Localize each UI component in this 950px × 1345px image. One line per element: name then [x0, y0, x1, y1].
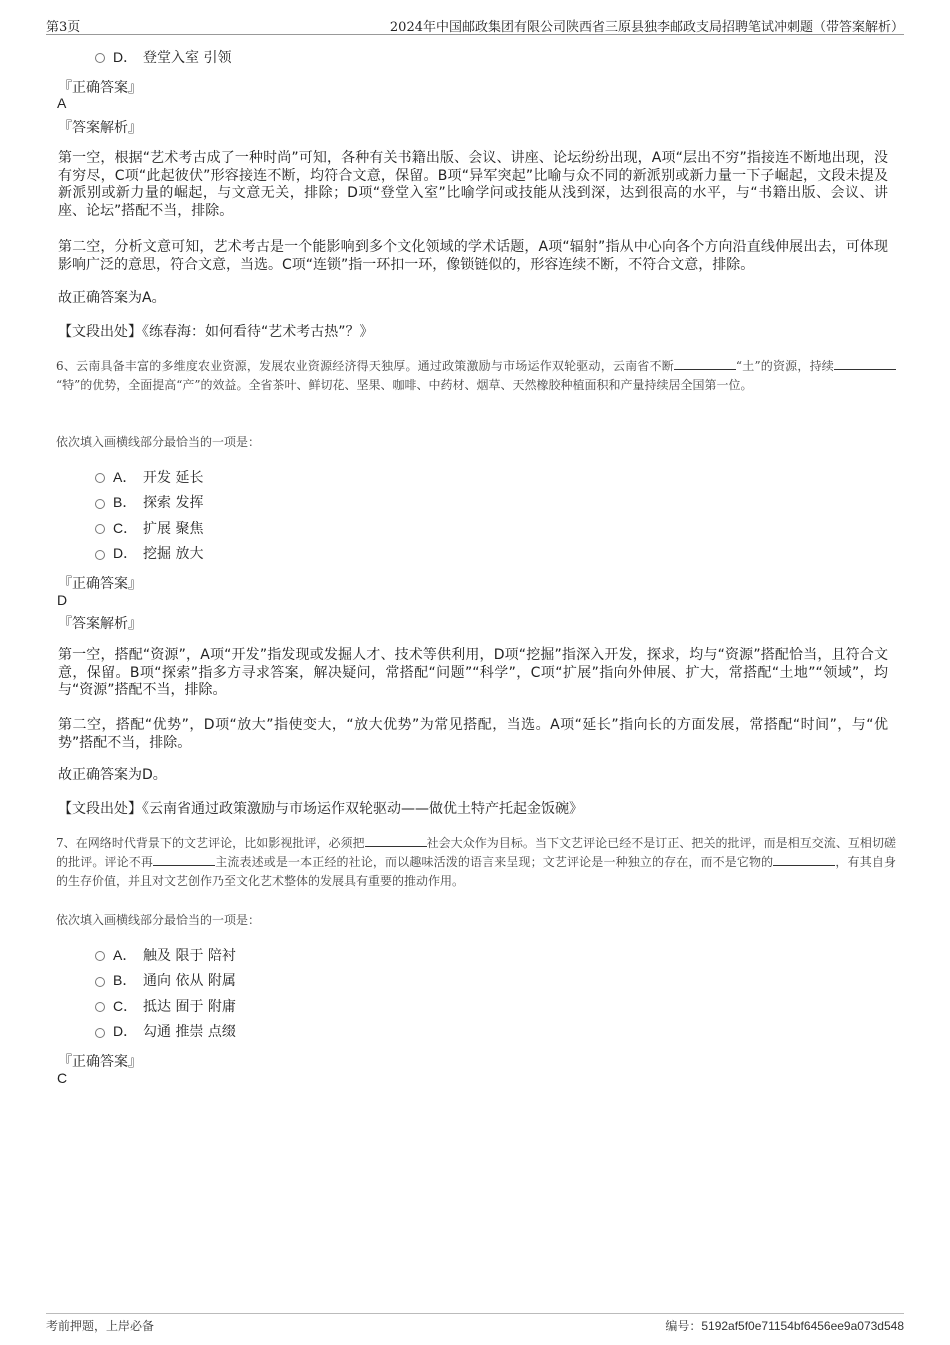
- q6-analysis-label: 『答案解析』: [58, 616, 142, 632]
- blank-line: [674, 357, 736, 370]
- q6-option-a[interactable]: A． 开发 延长: [95, 464, 203, 490]
- q6-source: 【文段出处】《云南省通过政策激励与市场运作双轮驱动——做优土特产托起金饭碗》: [58, 801, 583, 817]
- blank-line: [834, 357, 896, 370]
- radio-icon[interactable]: [95, 499, 105, 509]
- radio-icon[interactable]: [95, 53, 105, 63]
- q5-analysis-label: 『答案解析』: [58, 120, 142, 136]
- q5-source: 【文段出处】《练春海：如何看待“艺术考古热”？》: [58, 324, 374, 340]
- blank-line: [773, 853, 835, 866]
- radio-icon[interactable]: [95, 951, 105, 961]
- radio-icon[interactable]: [95, 1002, 105, 1012]
- q6-option-d[interactable]: D． 挖掘 放大: [95, 541, 203, 567]
- q7-stem: 7、在网络时代背景下的文艺评论，比如影视批评，必须把 社会大众作为目标。当下文艺评论已经不是订正、把关的批评，而是相互交流、互相切磋的批评。评论不再 主流表述或是一本正经的社论，而以趣味活泼的语言来呈现；文艺评论是一种独立的存在，而不是它物的 ，有其自身的生存价值，并且对文艺创作乃至文化艺术整体的发展具有重要的推动作用。: [56, 836, 896, 888]
- page-header: [46, 14, 904, 35]
- q6-answer: D: [57, 592, 68, 608]
- q7-answer-label: 『正确答案』: [58, 1054, 142, 1070]
- radio-icon[interactable]: [95, 1028, 105, 1038]
- q6-stem: 6、云南具备丰富的多维度农业资源，发展农业资源经济得天独厚。通过政策激励与市场运作双轮驱动，云南省不断 “土”的资源，持续“特”的优势，全面提高“产”的效益。全省茶叶、鲜切花、坚果、咖啡、中药材、烟草、天然橡胶种植面积和产量持续居全国第一位。: [56, 357, 896, 395]
- q7-options: [95, 942, 236, 1044]
- q5-analysis-p2: 第二空，分析文意可知，艺术考古是一个能影响到多个文化领域的学术话题，A项“辐射”指从中心向各个方向沿直线伸展出去，可体现影响广泛的意思，符合文意，当选。C项“连锁”指一环扣一环，像锁链似的，形容连续不断，不符合文意，排除。: [58, 239, 888, 273]
- page-number: 第3页: [46, 20, 81, 35]
- blank-line: [153, 853, 215, 866]
- q6-option-b[interactable]: B． 探索 发挥: [95, 490, 203, 516]
- q5-answer: A: [57, 95, 67, 111]
- q6-conclusion: 故正确答案为D。: [58, 767, 167, 783]
- blank-line: [365, 834, 427, 847]
- q6-options: [95, 464, 203, 566]
- page-footer: [46, 1313, 904, 1334]
- q6-instruction: 依次填入画横线部分最恰当的一项是：: [56, 435, 261, 449]
- document-id: 编号：5192af5f0e71154bf6456ee9a073d548: [665, 1319, 904, 1333]
- footer-slogan: 考前押题，上岸必备: [46, 1319, 155, 1333]
- q6-answer-label: 『正确答案』: [58, 576, 142, 592]
- radio-icon[interactable]: [95, 524, 105, 534]
- q5-conclusion: 故正确答案为A。: [58, 290, 166, 306]
- q5-options: [95, 44, 231, 70]
- q7-option-d[interactable]: D． 勾通 推崇 点缀: [95, 1019, 236, 1045]
- q6-analysis-p1: 第一空，搭配“资源”，A项“开发”指发现或发掘人才、技术等供利用，D项“挖掘”指深入开发，探求，均与“资源”搭配恰当，且符合文意，保留。B项“探索”指多方寻求答案，解决疑问，常搭配“问题”“科学”，C项“扩展”指向外伸展、扩大，常搭配“土地”“领域”，均与“资源”搭配不当，排除。: [58, 647, 888, 698]
- q5-answer-label: 『正确答案』: [58, 80, 142, 96]
- q7-instruction: 依次填入画横线部分最恰当的一项是：: [56, 913, 261, 927]
- radio-icon[interactable]: [95, 473, 105, 483]
- radio-icon[interactable]: [95, 977, 105, 987]
- q7-option-b[interactable]: B． 通向 依从 附属: [95, 968, 236, 994]
- document-title: 2024年中国邮政集团有限公司陕西省三原县独李邮政支局招聘笔试冲刺题（带答案解析）: [389, 20, 904, 35]
- q7-option-a[interactable]: A． 触及 限于 陪衬: [95, 942, 236, 968]
- q7-answer: C: [57, 1070, 68, 1086]
- q5-option-d[interactable]: D． 登堂入室 引领: [95, 44, 231, 70]
- q6-analysis-p2: 第二空，搭配“优势”，D项“放大”指使变大，“放大优势”为常见搭配，当选。A项“延长”指向长的方面发展，常搭配“时间”，与“优势”搭配不当，排除。: [58, 717, 888, 751]
- q6-option-c[interactable]: C． 扩展 聚焦: [95, 515, 203, 541]
- q5-analysis-p1: 第一空，根据“艺术考古成了一种时尚”可知，各种有关书籍出版、会议、讲座、论坛纷纷出现，A项“层出不穷”指接连不断地出现，没有穷尽，C项“此起彼伏”形容接连不断，均符合文意，保留。B项“异军突起”比喻与众不同的新派别或新力量一下子崛起，文段未提及新派别或新力量的崛起，与文意无关，排除；D项“登堂入室”比喻学问或技能从浅到深，达到很高的水平，与“书籍出版、会议、讲座、论坛”搭配不当，排除。: [58, 150, 888, 219]
- radio-icon[interactable]: [95, 550, 105, 560]
- q7-option-c[interactable]: C． 抵达 囿于 附庸: [95, 993, 236, 1019]
